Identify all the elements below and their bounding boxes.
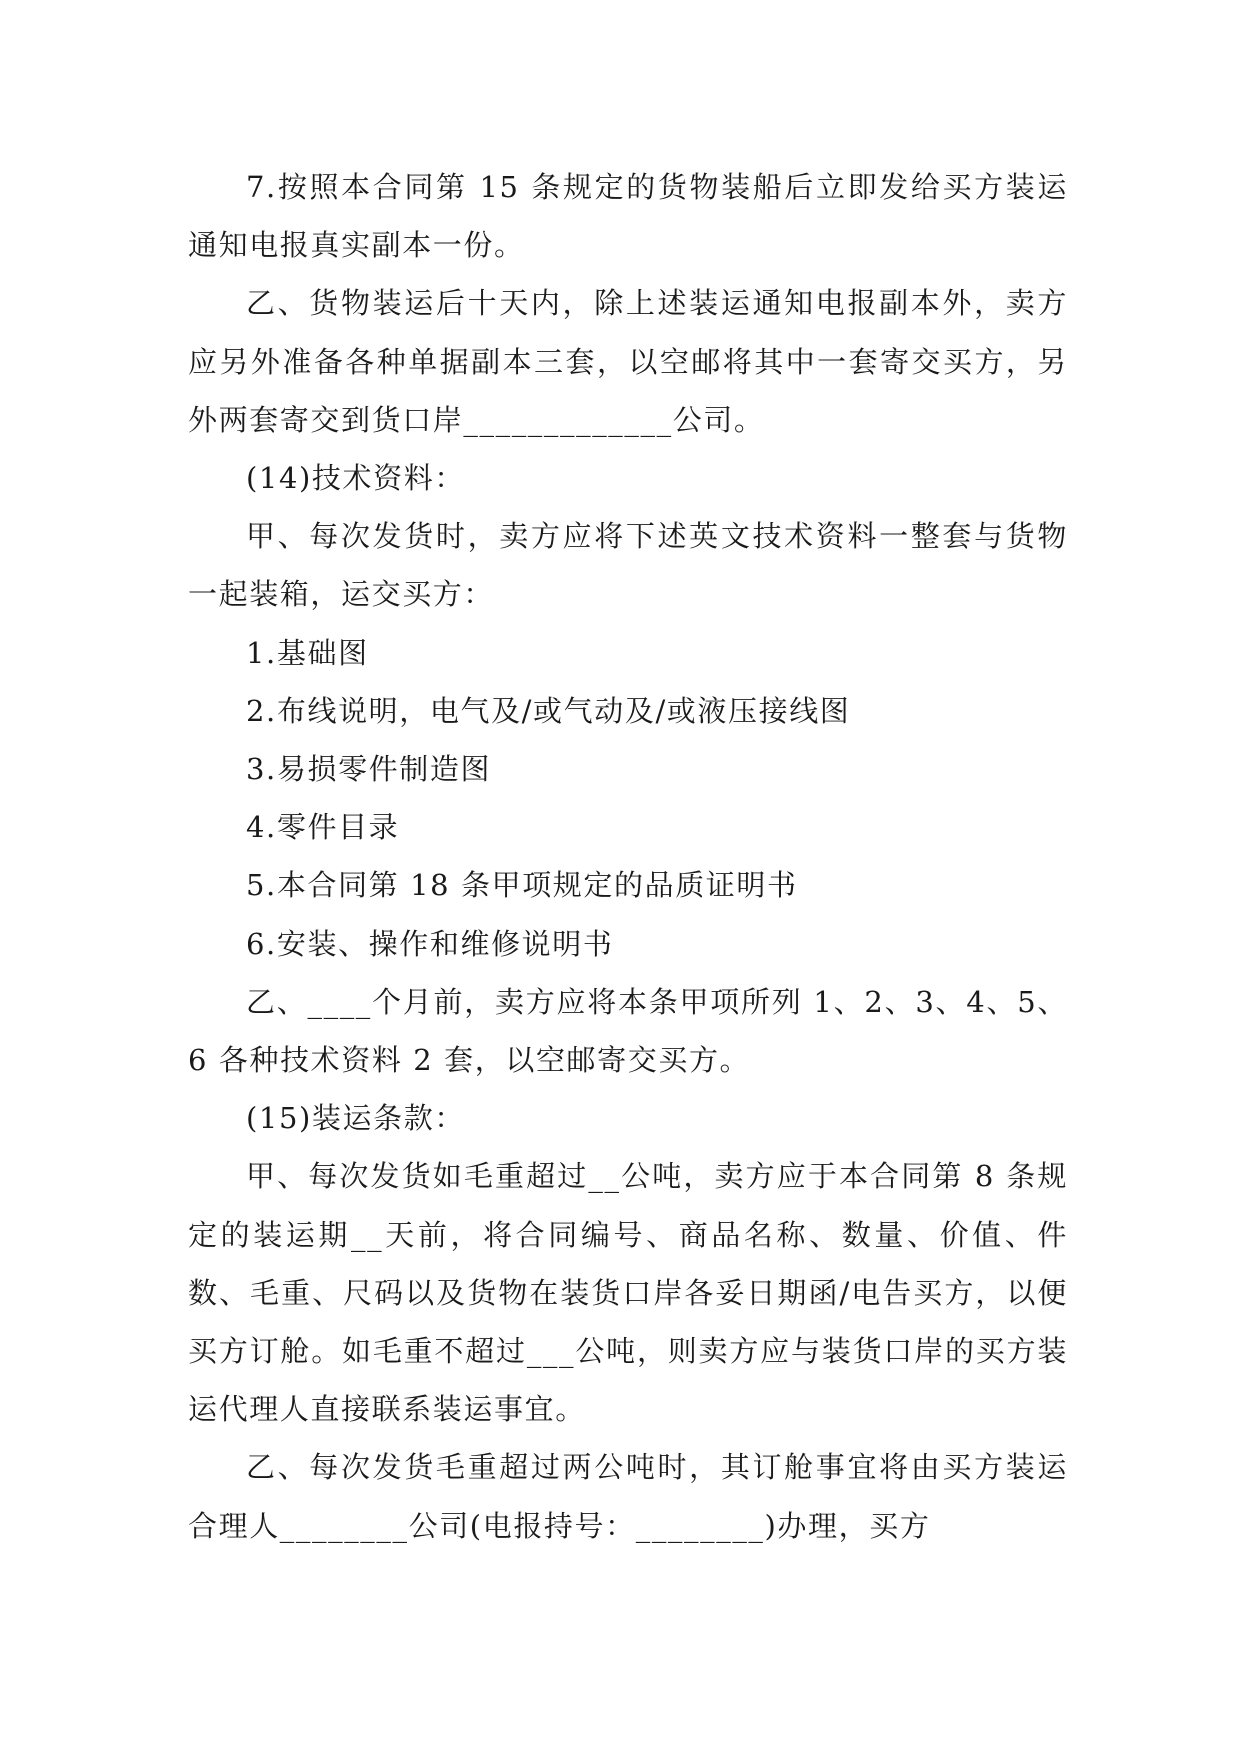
list-item-5: 5.本合同第 18 条甲项规定的品质证明书 [246, 868, 798, 903]
list-item-2: 2.布线说明，电气及/或气动及/或液压接线图 [246, 693, 851, 728]
list-item-3: 3.易损零件制造图 [246, 752, 492, 787]
paragraph-item-7: 7.按照本合同第 15 条规定的货物装船后立即发给买方装运通知电报真实副本一份。 [188, 170, 1068, 263]
list-item-4: 4.零件目录 [246, 810, 400, 845]
paragraph-part-yi-shipping: 乙、每次发货毛重超过两公吨时，其订舱事宜将由买方装运合理人________公司(电报持号：________)办理，买方 [188, 1450, 1068, 1543]
list-item-6: 6.安装、操作和维修说明书 [246, 926, 614, 961]
section-heading-14: (14)技术资料： [246, 461, 465, 496]
list-item-1: 1.基础图 [246, 635, 369, 670]
paragraph-part-yi-technical: 乙、____个月前，卖方应将本条甲项所列 1、2、3、4、5、6 各种技术资料 2 套，以空邮寄交买方。 [188, 984, 1068, 1078]
paragraph-part-jia-shipping: 甲、每次发货如毛重超过__公吨，卖方应于本合同第 8 条规定的装运期__天前，将合同编号、商品名称、数量、价值、件数、毛重、尺码以及货物在装货口岸各妥日期函/电告买方，以便买方订舱。如毛重不超过___公吨，则卖方应与装货口岸的买方装运代理人直接联系装运事宜。 [188, 1159, 1068, 1427]
paragraph-part-jia-technical: 甲、每次发货时，卖方应将下述英文技术资料一整套与货物一起装箱，运交买方： [188, 519, 1068, 612]
section-heading-15: (15)装运条款： [246, 1101, 465, 1136]
paragraph-part-yi-copies: 乙、货物装运后十天内，除上述装运通知电报副本外，卖方应另外准备各种单据副本三套，以空邮将其中一套寄交买方，另外两套寄交到货口岸_____________公司。 [188, 286, 1068, 437]
contract-text [188, 158, 1068, 1555]
